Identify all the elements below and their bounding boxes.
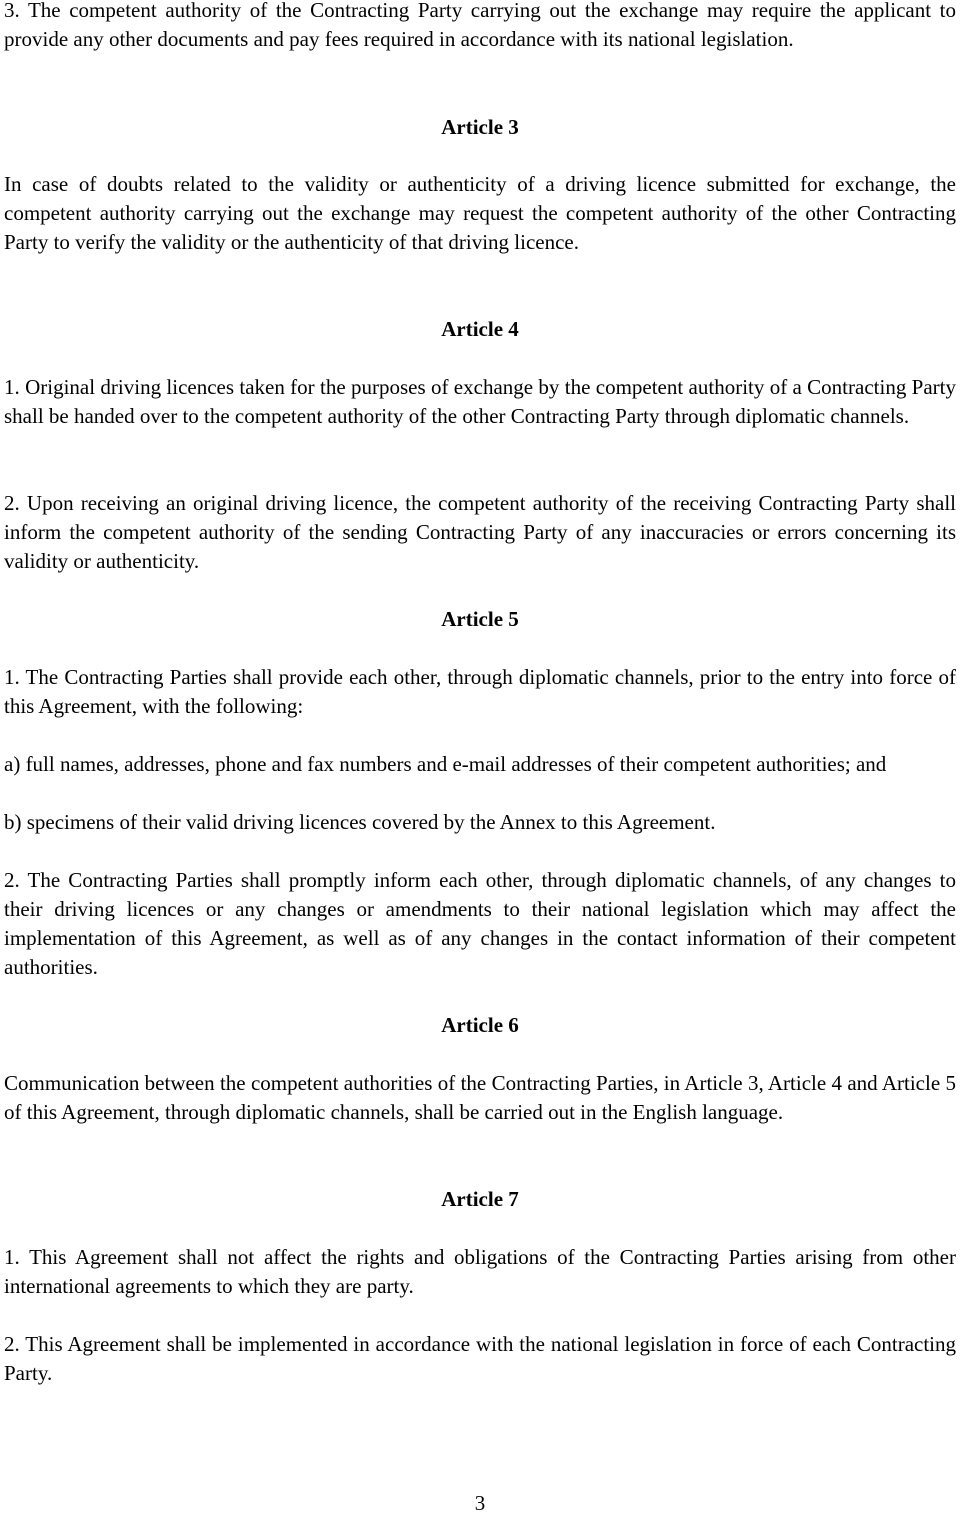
page-number: 3 xyxy=(474,1491,486,1515)
article-3-heading: Article 3 xyxy=(441,115,519,139)
article-3-paragraph-1: In case of doubts related to the validity or authenticity of a driving licence submitted for exchange, the competent authority carrying out the exchange may request the competent authority of the other Contracting Party to verify the validity or the authenticity of that driving licence. xyxy=(4,172,956,254)
article-5-item-a: a) full names, addresses, phone and fax numbers and e-mail addresses of their competent authorities; and xyxy=(4,752,887,776)
article-7-paragraph-1: 1. This Agreement shall not affect the rights and obligations of the Contracting Parties arising from other international agreements to which they are party. xyxy=(4,1245,956,1298)
article-5-paragraph-1: 1. The Contracting Parties shall provide each other, through diplomatic channels, prior to the entry into force of this Agreement, with the following: xyxy=(4,665,956,718)
article-7-paragraph-2: 2. This Agreement shall be implemented in accordance with the national legislation in force of each Contracting Party. xyxy=(4,1332,956,1385)
article-2-paragraph-3: 3. The competent authority of the Contracting Party carrying out the exchange may require the applicant to provide any other documents and pay fees required in accordance with its national legislation. xyxy=(4,0,956,51)
article-5-heading: Article 5 xyxy=(441,607,519,631)
article-5-item-b: b) specimens of their valid driving licences covered by the Annex to this Agreement. xyxy=(4,810,716,834)
article-4-paragraph-1: 1. Original driving licences taken for the purposes of exchange by the competent authority of a Contracting Party shall be handed over to the competent authority of the other Contracting Party through diplomatic channels. xyxy=(4,375,956,428)
article-6-heading: Article 6 xyxy=(441,1013,519,1037)
article-4-heading: Article 4 xyxy=(441,317,519,341)
article-4-paragraph-2: 2. Upon receiving an original driving licence, the competent authority of the receiving Contracting Party shall inform the competent authority of the sending Contracting Party of any inaccuracies or errors concerning its validity or authenticity. xyxy=(4,491,956,573)
article-6-paragraph-1: Communication between the competent authorities of the Contracting Parties, in Article 3, Article 4 and Article 5 of this Agreement, through diplomatic channels, shall be carried out in the English language. xyxy=(4,1071,956,1124)
article-5-paragraph-2: 2. The Contracting Parties shall promptly inform each other, through diplomatic channels, of any changes to their driving licences or any changes or amendments to their national legislation which may affect the implementation of this Agreement, as well as of any changes in the contact information of their competent authorities. xyxy=(4,868,956,979)
article-7-heading: Article 7 xyxy=(441,1187,519,1211)
